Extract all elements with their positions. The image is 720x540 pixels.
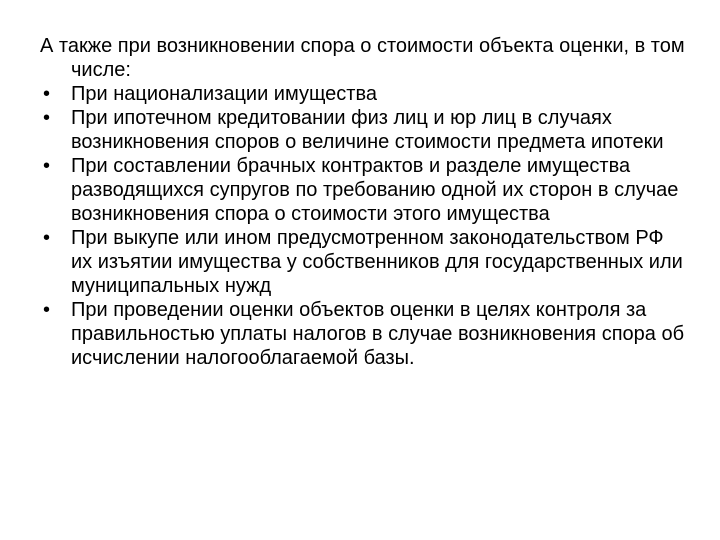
bullet-item — [40, 154, 690, 226]
bullet-text: При проведении оценки объектов оценки в целях контроля за правильностью уплаты налогов в случае возникновения спора об исчислении налогооблагаемой базы. — [71, 299, 685, 369]
bullet-icon: • — [43, 227, 51, 249]
bullet-text: При выкупе или ином предусмотренном законодательством РФ их изъятии имущества у собственников для государственных или муниципальных нужд — [71, 227, 683, 297]
bullet-icon: • — [43, 83, 51, 105]
bullet-item — [40, 106, 690, 154]
bullet-icon: • — [43, 107, 51, 129]
bullet-text: При национализации имущества — [71, 83, 377, 105]
bullet-text: При составлении брачных контрактов и разделе имущества разводящихся супругов по требованию одной их сторон в случае возникновения спора о стоимости этого имущества — [71, 155, 679, 225]
bullet-item — [40, 226, 690, 298]
bullet-list — [40, 82, 690, 370]
bullet-item — [40, 298, 690, 370]
slide-body — [40, 34, 690, 370]
bullet-icon: • — [43, 155, 51, 177]
bullet-item — [40, 82, 690, 106]
bullet-icon: • — [43, 299, 51, 321]
intro-text: А также при возникновении спора о стоимости объекта оценки, в том числе: — [40, 35, 685, 81]
bullet-text: При ипотечном кредитовании физ лиц и юр лиц в случаях возникновения споров о величине стоимости предмета ипотеки — [71, 107, 664, 153]
